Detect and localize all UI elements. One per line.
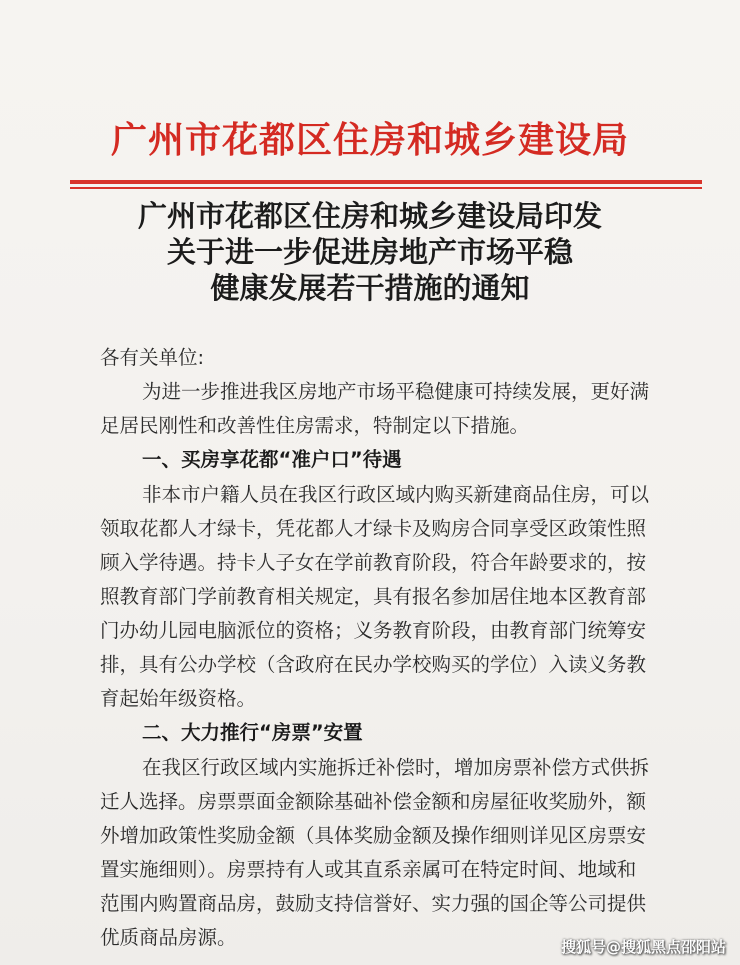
- paragraph-line: 门办幼儿园电脑派位的资格；义务教育阶段，由教育部门统筹安: [100, 619, 647, 642]
- letterhead-title: 广州市花都区住房和城乡建设局: [110, 119, 629, 161]
- paragraph-line: 足居民刚性和改善性住房需求，特制定以下措施。: [100, 414, 530, 437]
- document-title: [80, 198, 660, 306]
- paragraph-line: 领取花都人才绿卡，凭花都人才绿卡及购房合同享受区政策性照: [100, 517, 647, 540]
- paragraph-line: 顾入学待遇。持卡人子女在学前教育阶段，符合年龄要求的，按: [100, 551, 647, 574]
- paragraph-line: 范围内购置商品房，鼓励支持信誉好、实力强的国企等公司提供: [100, 892, 647, 915]
- section-heading-2: 二、大力推行“房票”安置: [142, 721, 363, 744]
- watermark-text: 搜狐号@搜狐黑点邵阳站: [560, 938, 726, 956]
- letterhead-red-rule: [70, 180, 702, 184]
- paragraph-line: 在我区行政区域内实施拆迁补偿时，增加房票补偿方式供拆: [142, 756, 650, 779]
- paragraph-line: 外增加政策性奖励金额（具体奖励金额及操作细则详见区房票安: [100, 824, 647, 847]
- title-line-3: 健康发展若干措施的通知: [210, 271, 530, 305]
- paragraph-line: 非本市户籍人员在我区行政区域内购买新建商品住房，可以: [142, 483, 650, 506]
- section-heading-1: 一、买房享花都“准户口”待遇: [142, 448, 402, 471]
- paragraph-line: 排，具有公办学校（含政府在民办学校购买的学位）入读义务教: [100, 653, 647, 676]
- paragraph-line: 迁人选择。房票票面金额除基础补偿金额和房屋征收奖励外，额: [100, 790, 647, 813]
- letterhead-red-rule-thin: [70, 187, 702, 189]
- title-line-2: 关于进一步促进房地产市场平稳: [166, 235, 573, 269]
- title-line-1: 广州市花都区住房和城乡建设局印发: [137, 199, 602, 233]
- salutation: 各有关单位:: [100, 346, 205, 369]
- paragraph-line: 育起始年级资格。: [100, 687, 257, 710]
- paragraph-line: 照教育部门学前教育相关规定，具有报名参加居住地本区教育部: [100, 585, 647, 608]
- paragraph-line: 为进一步推进我区房地产市场平稳健康可持续发展，更好满: [142, 380, 650, 403]
- paragraph-line: 优质商品房源。: [100, 926, 237, 949]
- paragraph-line: 置实施细则）。房票持有人或其直系亲属可在特定时间、地域和: [100, 858, 637, 881]
